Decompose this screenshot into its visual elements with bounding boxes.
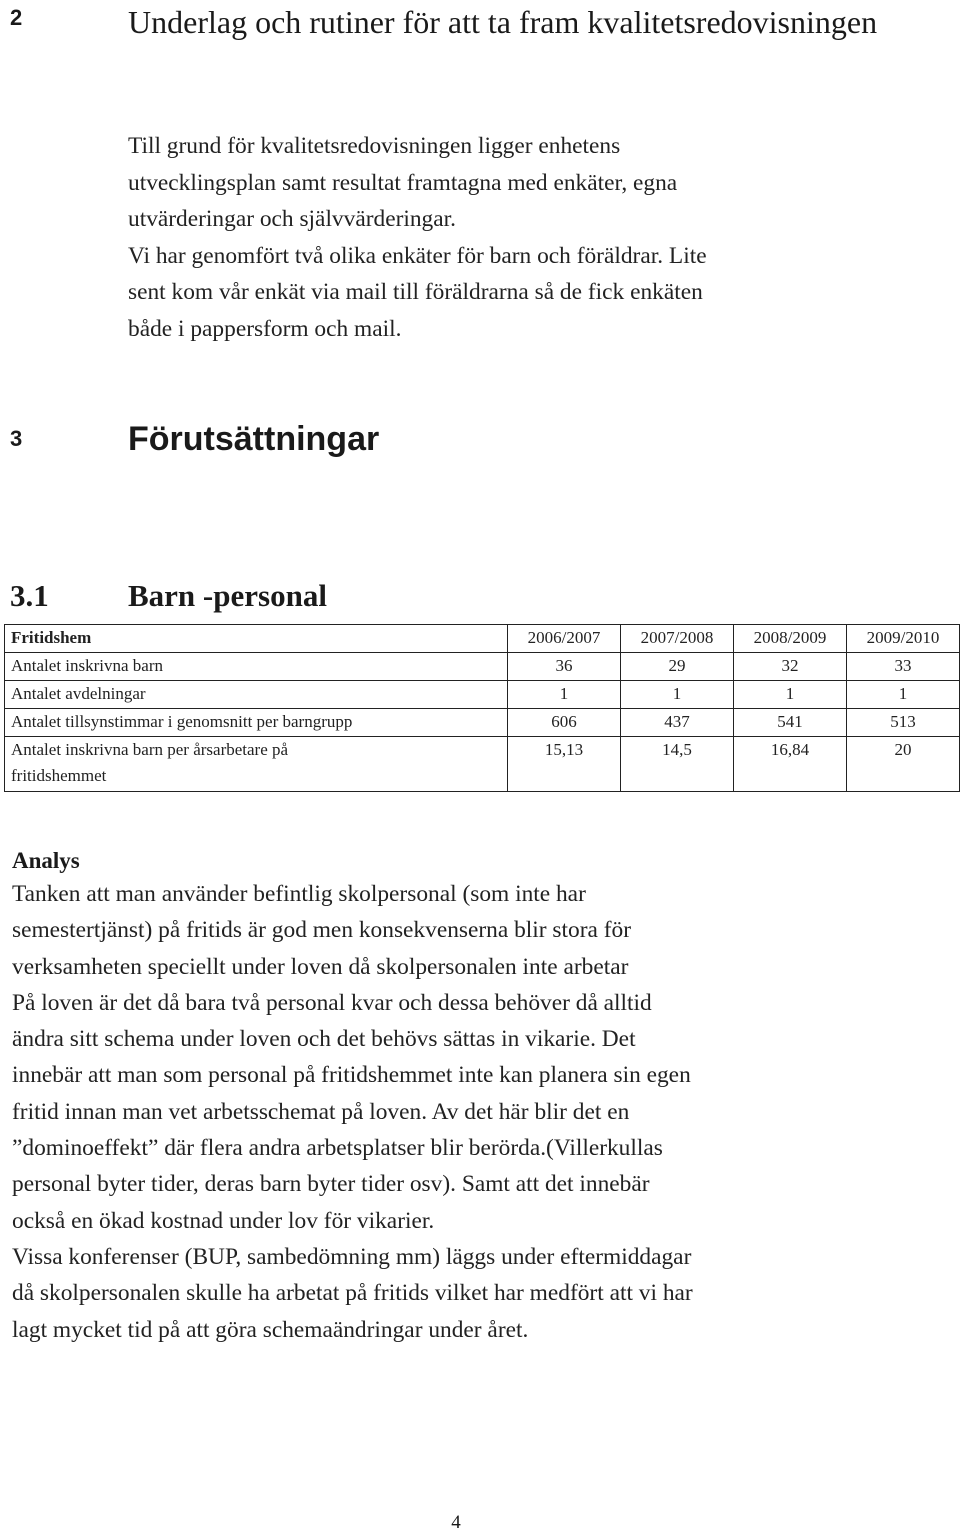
table-row <box>5 709 960 737</box>
table-cell: 14,5 <box>621 737 734 792</box>
table-cell: 513 <box>847 709 960 737</box>
analys-line: då skolpersonalen skulle ha arbetat på fritids vilket har medfört att vi har <box>12 1280 693 1307</box>
table-header-cell: 2008/2009 <box>734 625 847 653</box>
paragraph-line: Till grund för kvalitetsredovisningen ligger enhetens <box>128 133 621 159</box>
analys-heading: Analys <box>12 848 80 873</box>
row-label: Antalet tillsynstimmar i genomsnitt per barngrupp <box>5 709 508 737</box>
table-cell: 437 <box>621 709 734 737</box>
row-label: Antalet inskrivna barn <box>5 653 508 681</box>
analys-line: ”dominoeffekt” där flera andra arbetsplatser blir berörda.(Villerkullas <box>12 1135 663 1162</box>
row-label <box>5 737 508 792</box>
paragraph-line: Vi har genomfört två olika enkäter för barn och föräldrar. Lite <box>128 242 707 269</box>
table-row <box>5 681 960 709</box>
analys-line: semestertjänst) på fritids är god men konsekvenserna blir stora för <box>12 917 632 944</box>
table-header-row <box>5 625 960 653</box>
table-cell: 606 <box>508 709 621 737</box>
analys-paragraph <box>12 876 952 1348</box>
analys-line: Tanken att man använder befintlig skolpersonal (som inte har <box>12 881 586 907</box>
table-cell: 15,13 <box>508 737 621 792</box>
table-cell: 32 <box>734 653 847 681</box>
analys-line: innebär att man som personal på fritidshemmet inte kan planera sin egen <box>12 1062 691 1089</box>
analys-line: fritid innan man vet arbetsschemat på loven. Av det här blir det en <box>12 1098 630 1125</box>
staffing-table <box>4 624 960 792</box>
page-number: 4 <box>451 1512 461 1533</box>
row-label-line: fritidshemmet <box>11 766 107 785</box>
analys-line: lagt mycket tid på att göra schemaändringar under året. <box>12 1316 529 1343</box>
section-2-number: 2 <box>10 5 23 30</box>
table-cell: 33 <box>847 653 960 681</box>
table-cell: 541 <box>734 709 847 737</box>
analys-line: På loven är det då bara två personal kvar och dessa behöver då alltid <box>12 989 652 1016</box>
table-header-cell: 2006/2007 <box>508 625 621 653</box>
section-3-1-title: Barn -personal <box>128 578 327 613</box>
analys-line: verksamheten speciellt under loven då skolpersonalen inte arbetar <box>12 953 629 980</box>
table-row <box>5 653 960 681</box>
table-cell: 1 <box>847 681 960 709</box>
row-label: Antalet avdelningar <box>5 681 508 709</box>
table-row <box>5 737 960 792</box>
table-cell: 1 <box>621 681 734 709</box>
analys-line: ändra sitt schema under loven och det behövs sättas in vikarie. Det <box>12 1026 636 1053</box>
row-label-line: Antalet inskrivna barn per årsarbetare på <box>11 740 289 759</box>
table-header-cell: 2009/2010 <box>847 625 960 653</box>
paragraph-line: både i pappersform och mail. <box>128 315 402 342</box>
paragraph-line: sent kom vår enkät via mail till föräldrarna så de fick enkäten <box>128 279 703 306</box>
table-cell: 16,84 <box>734 737 847 792</box>
section-3-1-number: 3.1 <box>10 578 49 613</box>
table-cell: 1 <box>508 681 621 709</box>
paragraph-line: utvärderingar och självvärderingar. <box>128 206 456 233</box>
table-header-cell: Fritidshem <box>5 625 508 653</box>
section-3-number: 3 <box>10 426 23 451</box>
analys-line: Vissa konferenser (BUP, sambedömning mm) läggs under eftermiddagar <box>12 1243 692 1270</box>
section-2-title: Underlag och rutiner för att ta fram kvalitetsredovisningen <box>128 4 878 40</box>
table-cell: 20 <box>847 737 960 792</box>
section-2-paragraph <box>128 128 928 348</box>
table-header-cell: 2007/2008 <box>621 625 734 653</box>
table-cell: 36 <box>508 653 621 681</box>
table-cell: 29 <box>621 653 734 681</box>
analys-line: också en ökad kostnad under lov för vikarier. <box>12 1207 435 1234</box>
section-3-title: Förutsättningar <box>128 420 380 458</box>
table-cell: 1 <box>734 681 847 709</box>
analys-line: personal byter tider, deras barn byter tider osv). Samt att det innebär <box>12 1171 650 1198</box>
paragraph-line: utvecklingsplan samt resultat framtagna med enkäter, egna <box>128 169 678 196</box>
